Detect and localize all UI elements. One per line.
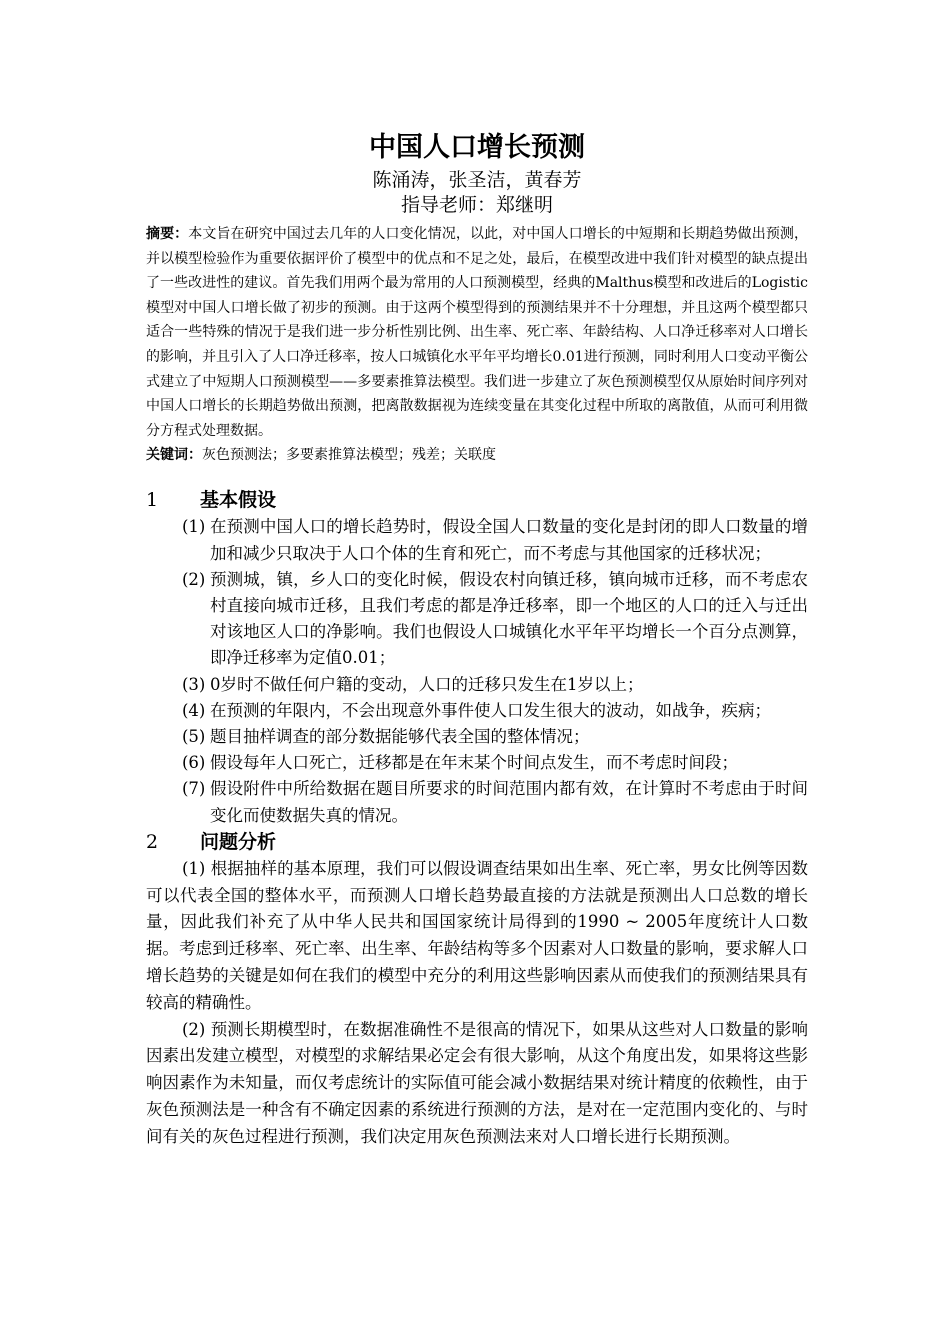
advisor-line: 指导老师：郑继明 xyxy=(400,194,553,216)
list-item-text: 假设每年人口死亡，迁移都是在年末某个时间点发生，而不考虑时间段； xyxy=(210,753,738,773)
list-item xyxy=(182,514,808,566)
section-number: 2 xyxy=(146,830,159,853)
keywords-label: 关键词： xyxy=(146,447,202,464)
author-list: 陈涌涛，张圣洁，黄春芳 xyxy=(372,169,582,191)
list-item xyxy=(182,724,808,750)
section-number: 1 xyxy=(146,489,159,512)
analysis-paragraph: (1) 根据抽样的基本原理，我们可以假设调查结果如出生率、死亡率，男女比例等因数可以代表全国的整体水平，而预测人口增长趋势最直接的方法就是预测出人口总数的增长量，因此我们补充了从中华人民共和国国家统计局得到的1990 ~ 2005年度统计人口数据。考虑到迁移率、死亡率、出生率、年龄结构等多个因素对人口数量的影响，要求解人口增长趋势的关键是如何在我们的模型中充分的利用这些影响因素从而使我们的预测结果具有较高的精确性。 xyxy=(146,858,808,1012)
abstract-text: 本文旨在研究中国过去几年的人口变化情况，以此，对中国人口增长的中短期和长期趋势做出预测，并以模型检验作为重要依据评价了模型中的优点和不足之处，最后，在模型改进中我们针对模型的缺点提出了一些改进性的建议。首先我们用两个最为常用的人口预测模型，经典的Malthus模型和改进后的Logistic模型对中国人口增长做了初步的预测。由于这两个模型得到的预测结果并不十分理想，并且这两个模型都只适合一些特殊的情况于是我们进一步分析性别比例、出生率、死亡率、年龄结构、人口净迁移率对人口增长的影响，并且引入了人口净迁移率，按人口城镇化水平年平均增长0.01进行预测，同时利用人口变动平衡公式建立了中短期人口预测模型——多要素推算法模型。我们进一步建立了灰色预测模型仅从原始时间序列对中国人口增长的长期趋势做出预测，把离散数据视为连续变量在其变化过程中所取的离散值，从而可利用微分方程式处理数据。 xyxy=(146,226,809,439)
abstract-label: 摘要： xyxy=(146,226,189,242)
list-item-text: 在预测中国人口的增长趋势时，假设全国人口数量的变化是封闭的即人口数量的增加和减少只取决于人口个体的生育和死亡，而不考虑与其他国家的迁移状况； xyxy=(210,517,808,563)
list-item-index: (4) xyxy=(182,700,206,720)
list-item xyxy=(182,672,808,698)
list-item-index: (7) xyxy=(182,779,206,799)
list-item-text: 预测城，镇，乡人口的变化时候，假设农村向镇迁移，镇向城市迁移，而不考虑农村直接向城市迁移，且我们考虑的都是净迁移率，即一个地区的人口的迁入与迁出对该地区人口的净影响。我们也假设人口城镇化水平年平均增长一个百分点测算，即净迁移率为定值0.01； xyxy=(210,569,808,668)
list-item-index: (2) xyxy=(182,569,206,589)
list-item-index: (3) xyxy=(182,674,206,694)
section-title: 问题分析 xyxy=(200,830,277,853)
section-heading-assumptions xyxy=(146,487,808,514)
list-item-text: 0岁时不做任何户籍的变动，人口的迁移只发生在1岁以上； xyxy=(210,674,644,694)
keywords-text: 灰色预测法；多要素推算法模型；残差；关联度 xyxy=(202,447,496,464)
list-item xyxy=(182,567,808,672)
list-item xyxy=(182,776,808,828)
analysis-paragraph: (2) 预测长期模型时，在数据准确性不是很高的情况下，如果从这些对人口数量的影响因素出发建立模型，对模型的求解结果必定会有很大影响，从这个角度出发，如果将这些影响因素作为未知量，而仅考虑统计的实际值可能会减小数据结果对统计精度的依赖性，由于灰色预测法是一种含有不确定因素的系统进行预测的方法，是对在一定范围内变化的、与时间有关的灰色过程进行预测，我们决定用灰色预测法来对人口增长进行长期预测。 xyxy=(146,1019,808,1146)
list-item-text: 题目抽样调查的部分数据能够代表全国的整体情况； xyxy=(210,726,590,746)
list-item xyxy=(182,698,808,724)
list-item-text: 在预测的年限内，不会出现意外事件使人口发生很大的波动，如战争，疾病； xyxy=(210,700,771,720)
list-item-index: (5) xyxy=(182,726,206,746)
list-item-text: 假设附件中所给数据在题目所要求的时间范围内都有效，在计算时不考虑由于时间变化而使数据失真的情况。 xyxy=(210,779,808,825)
abstract xyxy=(146,222,808,443)
document-page xyxy=(146,128,808,1151)
section-title: 基本假设 xyxy=(200,489,277,512)
list-item xyxy=(182,750,808,776)
section-heading-analysis xyxy=(146,829,808,856)
paper-title: 中国人口增长预测 xyxy=(369,132,585,163)
list-item-index: (1) xyxy=(182,517,206,537)
keywords xyxy=(146,443,808,467)
list-item-index: (6) xyxy=(182,753,206,773)
assumption-list xyxy=(146,514,808,828)
